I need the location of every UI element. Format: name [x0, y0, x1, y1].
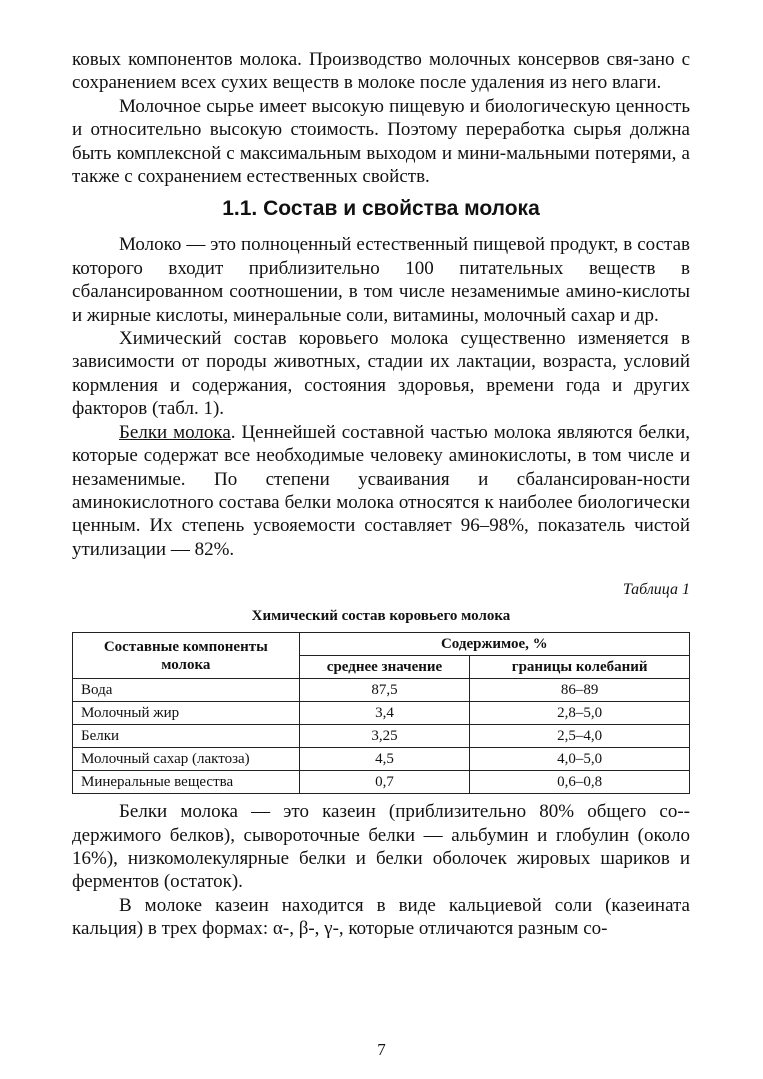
table-row — [73, 748, 690, 771]
row-mean: 3,25 — [299, 725, 470, 748]
table-row — [73, 725, 690, 748]
row-name: Вода — [73, 679, 300, 702]
row-range: 0,6–0,8 — [470, 771, 690, 794]
row-name: Молочный сахар (лактоза) — [73, 748, 300, 771]
row-mean: 87,5 — [299, 679, 470, 702]
header-component: Составные компоненты молока — [73, 633, 300, 679]
row-name: Минеральные вещества — [73, 771, 300, 794]
paragraph: Молоко — это полноценный естественный пищевой продукт, в состав которого входит приблизительно 100 питательных веществ в сбалансированном соотношении, в том числе незаменимые амино-кислоты и жирные кислоты, минеральные соли, витамины, молочный сахар и др. — [72, 234, 690, 326]
table-row — [73, 702, 690, 725]
paragraph: ковых компонентов молока. Производство молочных консервов свя-зано с сохранением всех сухих веществ в молоке после удаления из него влаги. — [72, 49, 690, 94]
proteins-text: . Ценнейшей составной частью молока являются белки, которые содержат все необходимые человеку аминокислоты, в том числе и незаменимые. По степени усваивания и сбалансирован-ности аминокислотного состава белки молока относятся к наиболее биологически ценным. Их степень усвояемости составляет 96–98%, показатель чистой утилизации — 82%. — [72, 421, 691, 560]
paragraph: Белки молока — это казеин (приблизительно 80% общего со-держимого белков), сывороточные белки — альбумин и глобулин (около 16%), низкомолекулярные белки и белки оболочек жировых шариков и ферментов (остаток). — [72, 801, 690, 893]
paragraph: В молоке казеин находится в виде кальциевой соли (казеината кальция) в трех формах: α-, β-, γ-, которые отличаются разным со- — [72, 894, 690, 940]
proteins-lead: Белки молока — [119, 421, 231, 443]
composition-table — [72, 632, 690, 794]
table-row — [73, 771, 690, 794]
row-mean: 0,7 — [299, 771, 470, 794]
header-range: границы колебаний — [470, 656, 690, 679]
table-title: Химический состав коровьего молока — [251, 608, 511, 625]
row-name: Белки — [73, 725, 300, 748]
row-mean: 3,4 — [299, 702, 470, 725]
table-row — [73, 679, 690, 702]
page-number: 7 — [377, 1040, 386, 1059]
row-range: 2,8–5,0 — [470, 702, 690, 725]
row-range: 2,5–4,0 — [470, 725, 690, 748]
page-body — [72, 48, 690, 941]
row-range: 86–89 — [470, 679, 690, 702]
table-label: Таблица 1 — [622, 581, 690, 599]
paragraph: Молочное сырье имеет высокую пищевую и биологическую ценность и относительно высокую стоимость. Поэтому переработка сырья должна быть комплексной с максимальным выходом и мини-мальными потерями, а также с сохранением естественных свойств. — [72, 95, 690, 188]
section-title: 1.1. Состав и свойства молока — [222, 197, 540, 221]
paragraph: Химический состав коровьего молока существенно изменяется в зависимости от породы животных, стадии их лактации, возраста, условий кормления и содержания, состояния здоровья, времени года и других факторов (табл. 1). — [72, 328, 690, 420]
proteins-paragraph — [72, 421, 690, 561]
header-content: Содержимое, % — [299, 633, 689, 656]
row-mean: 4,5 — [299, 748, 470, 771]
header-mean: среднее значение — [299, 656, 470, 679]
row-name: Молочный жир — [73, 702, 300, 725]
row-range: 4,0–5,0 — [470, 748, 690, 771]
